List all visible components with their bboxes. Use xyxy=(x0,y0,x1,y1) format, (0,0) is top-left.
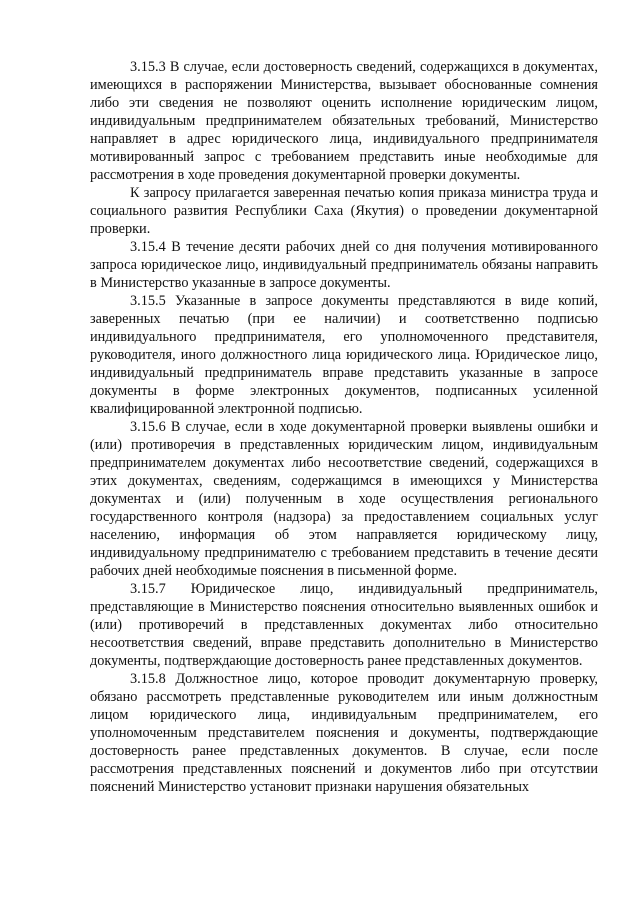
paragraph-3-15-8: 3.15.8 Должностное лицо, которое проводит документарную проверку, обязано рассмотреть представленные руководителем или иным должностным лицом юридического лица, индивидуальным предпринимателем, его уполномоченным представителем пояснения и документы, подтверждающие достоверность ранее представленных документов. В случае, если после рассмотрения представленных пояснений и документов либо при отсутствии пояснений Министерство установит признаки нарушения обязательных xyxy=(90,671,598,795)
paragraph-3-15-5: 3.15.5 Указанные в запросе документы представляются в виде копий, заверенных печатью (при ее наличии) и соответственно подписью индивидуального предпринимателя, его уполномоченного представителя, руководителя, иного должностного лица юридического лица. Юридическое лицо, индивидуальный предприниматель вправе представить указанные в запросе документы в форме электронных документов, подписанных усиленной квалифицированной электронной подписью. xyxy=(90,293,598,417)
paragraph-3-15-3: 3.15.3 В случае, если достоверность сведений, содержащихся в документах, имеющихся в распоряжении Министерства, вызывает обоснованные сомнения либо эти сведения не позволяют оценить исполнение юридическим лицом, индивидуальным предпринимателем обязательных требований, Министерство направляет в адрес юридического лица, индивидуального предпринимателя мотивированный запрос с требованием представить иные необходимые для рассмотрения в ходе проведения документарной проверки документы. xyxy=(90,59,598,183)
paragraph-3-15-4: 3.15.4 В течение десяти рабочих дней со дня получения мотивированного запроса юридическое лицо, индивидуальный предприниматель обязаны направить в Министерство указанные в запросе документы. xyxy=(90,239,598,291)
paragraph-3-15-7: 3.15.7 Юридическое лицо, индивидуальный предприниматель, представляющие в Министерство пояснения относительно выявленных ошибок и (или) противоречий в представленных документах либо относительно несоответствия сведений, вправе представить дополнительно в Министерство документы, подтверждающие достоверность ранее представленных документов. xyxy=(90,581,598,669)
paragraph-request-attachment: К запросу прилагается заверенная печатью копия приказа министра труда и социального развития Республики Саха (Якутия) о проведении документарной проверки. xyxy=(90,185,598,237)
paragraph-3-15-6: 3.15.6 В случае, если в ходе документарной проверки выявлены ошибки и (или) противоречия в представленных юридическим лицом, индивидуальным предпринимателем документах либо несоответствие сведений, содержащихся в этих документах, сведениям, содержащимся в имеющихся у Министерства документах и (или) полученным в ходе осуществления регионального государственного контроля (надзора) за предоставлением социальных услуг населению, информация об этом направляется юридическому лицу, индивидуальному предпринимателю с требованием представить в течение десяти рабочих дней необходимые пояснения в письменной форме. xyxy=(90,419,598,579)
